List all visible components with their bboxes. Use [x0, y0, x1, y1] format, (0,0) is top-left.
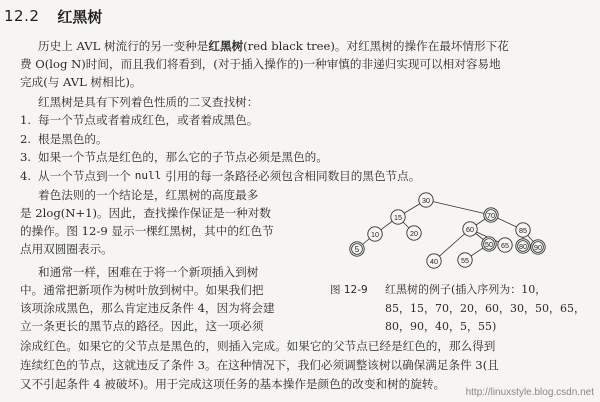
svg-text:20: 20 [410, 228, 418, 238]
caption-text: 红黑树的例子(插入序列为：10， [385, 283, 547, 296]
item-number: 1. [20, 113, 32, 127]
tree-node-20 [407, 226, 421, 240]
svg-text:40: 40 [430, 256, 438, 266]
item-text: 每一个节点或者着成红色，或者着成黑色。 [38, 113, 259, 127]
item-number: 2. [20, 131, 32, 146]
item-number: 4. [20, 168, 32, 183]
intro-text: 历史上 AVL 树流行的另一变种是 [38, 39, 209, 53]
svg-text:80: 80 [519, 241, 527, 251]
code-null: null [134, 168, 162, 182]
property-item [20, 167, 420, 186]
consequence-line-3: 的操作。图 12-9 显示一棵红黑树，其中的红色节 [20, 224, 274, 238]
insert-line-4: 立一条更长的黑节点的路径。因此，这一项必须 [20, 319, 264, 333]
property-item [20, 111, 420, 130]
body-line-3: 又不引起条件 4 被破坏)。用于完成这项任务的基本操作是颜色的改变和树的旋转。 [20, 377, 446, 391]
intro-line-3: 完成(与 AVL 树相比)。 [20, 75, 142, 89]
tree-node-15 [391, 210, 405, 224]
item-number: 3. [20, 150, 32, 165]
tree-node-55 [458, 253, 472, 267]
consequence-line-2: 是 2log(N+1)。因此，查找操作保证是一种对数 [20, 206, 271, 220]
properties-list [20, 111, 420, 185]
figure-caption [330, 281, 585, 337]
tree-edge [426, 200, 491, 215]
consequence-line-4: 点用双圆圈表示。 [20, 242, 113, 256]
svg-text:85: 85 [519, 225, 527, 235]
consequence-line-1: 着色法则的一个结论是，红黑树的高度最多 [38, 188, 259, 202]
figure-label: 图 12-9 [330, 284, 368, 296]
item-text: 从一个节点到一个 [38, 168, 131, 183]
tree-node-85 [516, 223, 530, 237]
svg-text:10: 10 [371, 229, 379, 239]
intro-line-2: 费 O(log N)时间，而且我们将看到，(对于插入操作的)一种审慎的非递归实现可以相对容易地 [20, 57, 501, 71]
svg-text:70: 70 [487, 210, 495, 220]
item-text: 根是黑色的。 [38, 131, 108, 146]
section-title: 红黑树 [57, 7, 103, 26]
body-line-1: 涂成红色。如果它的父节点是黑色的，则插入完成。如果它的父节点已经是红色的，那么得到 [20, 339, 496, 353]
tree-node-60 [463, 222, 477, 236]
item-text: 引用的每一条路径必须包含相同数目的黑色节点。 [165, 168, 421, 183]
insert-line-1: 和通常一样，困难在于将一个新项插入到树 [38, 265, 259, 279]
tree-node-80 [516, 239, 530, 253]
tree-node-30 [419, 193, 433, 207]
body-line-2: 连续红色的节点，这就违反了条件 3。在这种情况下，我们必须调整该树以确保满足条件 3(且 [20, 358, 499, 372]
caption-text: 85，15，70，20，60，30，50，65， [385, 301, 585, 315]
term-red-black-tree: 红黑树 [208, 39, 244, 53]
property-item [20, 130, 420, 149]
property-item [20, 148, 420, 167]
svg-text:90: 90 [534, 242, 542, 252]
insert-line-3: 该项涂成黑色，那么肯定违反条件 4，因为将会建 [20, 301, 275, 315]
tree-node-70 [484, 208, 498, 222]
tree-node-90 [531, 240, 545, 254]
svg-text:30: 30 [422, 195, 430, 205]
section-heading [4, 4, 102, 28]
tree-node-50 [482, 237, 496, 251]
svg-text:5: 5 [354, 244, 360, 254]
watermark: http://linuxstyle.blog.csdn.net [465, 387, 594, 398]
svg-text:55: 55 [461, 255, 469, 265]
svg-text:50: 50 [485, 239, 493, 249]
section-number: 12.2 [4, 7, 40, 25]
tree-node-10 [368, 227, 382, 241]
item-text: 如果一个节点是红色的，那么它的子节点必须是黑色的。 [38, 150, 328, 165]
tree-node-65 [498, 238, 512, 252]
caption-text: 80，90，40，5，55) [385, 320, 497, 333]
insert-line-2: 中。通常把新项作为树叶放到树中。如果我们把 [20, 283, 264, 297]
tree-node-40 [427, 254, 441, 268]
svg-text:60: 60 [466, 224, 474, 234]
properties-lead: 红黑树是具有下列着色性质的二叉查找树： [38, 95, 259, 109]
svg-text:65: 65 [501, 240, 509, 250]
svg-text:15: 15 [394, 212, 402, 222]
red-black-tree-figure [338, 186, 586, 278]
intro-text: (red black tree)。对红黑树的操作在最坏情形下花 [243, 39, 509, 53]
intro-line-1 [38, 37, 509, 55]
tree-node-5 [350, 242, 364, 256]
